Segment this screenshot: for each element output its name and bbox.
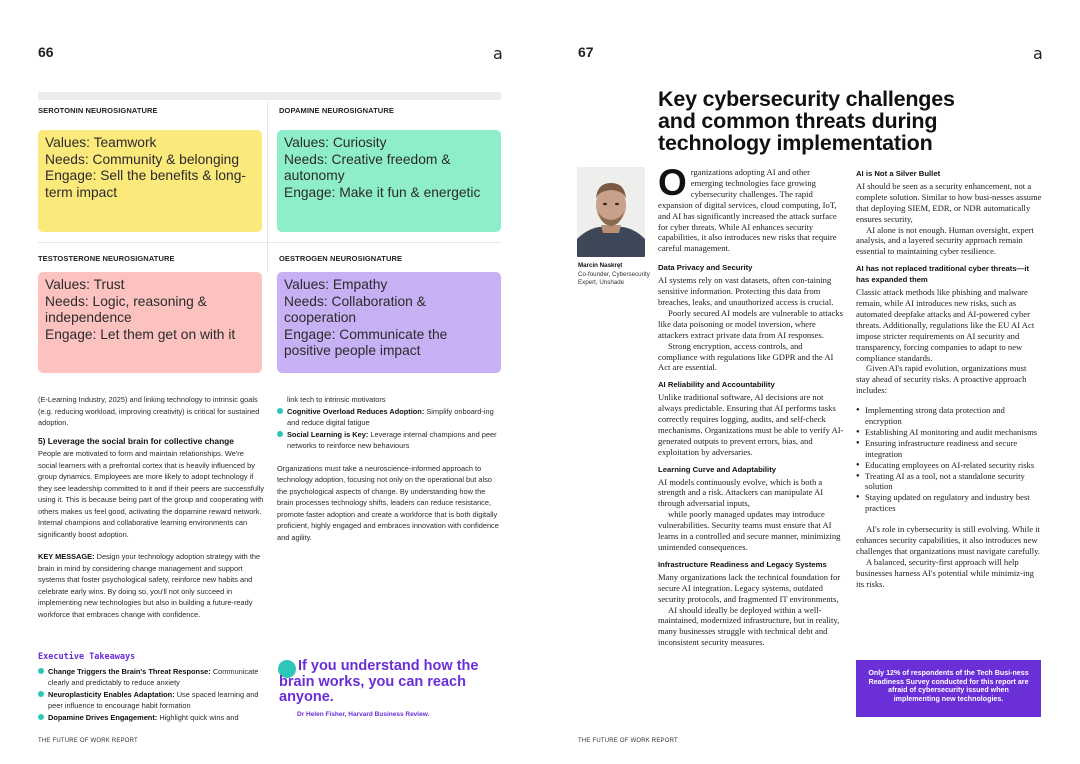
card-line: Values: Empathy: [284, 277, 388, 292]
quadrant-label-serotonin: SEROTONIN NEUROSIGNATURE: [38, 106, 158, 115]
takeaway-item: [277, 406, 503, 429]
pull-quote: If you understand how the brain works, you can reach anyone.: [279, 658, 479, 705]
bullet-dot-icon: [38, 668, 44, 674]
takeaway-item: [38, 689, 264, 712]
drop-cap: O: [658, 162, 687, 203]
page-footer: THE FUTURE OF WORK REPORT: [578, 738, 678, 744]
card-line: Values: Trust: [45, 277, 125, 292]
takeaway-bold: Cognitive Overload Reduces Adoption:: [287, 406, 425, 416]
section-heading: Infrastructure Readiness and Legacy Systems: [658, 559, 827, 569]
closing-paragraph: AI's role in cybersecurity is still evolving. While it enhances security capabilities, it also introduces new challenges that organizations must navigate carefully.: [856, 524, 1040, 556]
approach-list: [856, 405, 1042, 514]
section-paragraph: Many organizations lack the technical foundation for secure AI integration. Legacy systems, outdated security protocols, and fragmented IT environments,: [658, 571, 841, 604]
section-heading: AI has not replaced traditional cyber threats—it has expanded them: [856, 264, 1030, 285]
quadrant-label-oestrogen: OESTROGEN NEUROSIGNATURE: [279, 254, 403, 263]
list-item: ● Implementing strong data protection and encryption: [856, 405, 1042, 427]
section-paragraph: Given AI's rapid evolution, organizations must stay ahead of security risks. A proactive approach includes:: [856, 363, 1027, 396]
page-number: 67: [578, 44, 594, 60]
page-footer: THE FUTURE OF WORK REPORT: [38, 738, 138, 744]
takeaway-text: Leverage internal champions and peer networks to reinforce new behaviours: [287, 429, 497, 450]
section-heading: Learning Curve and Adaptability: [658, 464, 777, 474]
takeaway-item: [38, 666, 264, 689]
section-paragraph: AI should be seen as a security enhancement, not a complete solution. Similar to how busi-nesses assume that deploying SIEM, EDR, or NDR automatically ensures security,: [856, 180, 1042, 224]
takeaway-text: Highlight quick wins and: [159, 712, 239, 722]
closing-paragraph: Organizations must take a neuroscience-informed approach to technology adoption, focusing not only on the operational but also the psychological aspects of change. By understanding how the brain processes technology shifts, leaders can reduce resistance, promote faster adoption and create a workforce that is both digitally proficient, highly engaged and embraces innovation with confidence and agility.: [277, 463, 499, 542]
quote-source: Dr Helen Fisher, Harvard Business Review.: [297, 711, 430, 718]
takeaway-bold: Social Learning is Key:: [287, 429, 369, 439]
card-line: Needs: Community & belonging: [45, 151, 240, 167]
section-paragraph: Poorly secured AI models are vulnerable to attacks like data poisoning or model inversion, where attackers extract private data from AI responses.: [658, 307, 843, 340]
author-portrait-icon: [577, 167, 645, 257]
article-column-1: [658, 162, 844, 648]
card-line: Engage: Sell the benefits & long-term impact: [45, 168, 246, 200]
card-line: Engage: Make it fun & energetic: [284, 184, 481, 200]
executive-takeaways-title: Executive Takeaways: [38, 652, 136, 662]
section-heading: Data Privacy and Security: [658, 263, 753, 273]
key-message-paragraph: [38, 551, 264, 620]
list-item: ● Staying updated on regulatory and industry best practices: [856, 492, 1042, 514]
takeaway-continuation: link tech to intrinsic motivators: [287, 395, 386, 404]
list-item: ● Treating AI as a tool, not a standalone security solution: [856, 471, 1042, 493]
bullet-dot-icon: [277, 431, 283, 437]
quadrant-label-dopamine: DOPAMINE NEUROSIGNATURE: [279, 106, 394, 115]
takeaway-bold: Dopamine Drives Engagement:: [48, 712, 158, 722]
takeaway-bold: Neuroplasticity Enables Adaptation:: [48, 689, 175, 699]
section-paragraph: AI alone is not enough. Human oversight, expert analysis, and a layered security approach remain essential to maintaining cyber resilience.: [856, 224, 1034, 257]
card-testosterone: [38, 272, 262, 373]
key-message-label: KEY MESSAGE:: [38, 552, 95, 561]
takeaway-text: Simplify onboard-ing and reduce digital fatigue: [287, 406, 494, 427]
section-paragraph: while poorly managed updates may introduce vulnerabilities. Security teams must ensure that AI learns in a controlled and secure manner, minimizing unintended consequences.: [658, 509, 841, 552]
left-text-column: [38, 394, 264, 620]
intro-text: rganizations adopting AI and other emerging technologies face growing cybersecurity challenges. The rapid expansion of digital services, cloud computing, IoT, and AI has significantly increased the attack surface for cyber threats. While AI enhances security capabilities, it also introduces new risks that require careful management.: [658, 167, 837, 254]
list-item: ● Establishing AI monitoring and audit mechanisms: [856, 427, 1042, 438]
right-page: [540, 0, 1080, 764]
key-message-text: Design your technology adoption strategy with the brain in mind by considering change management and support systems that foster psychological safety, reinforce new habits and celebrate early wins. By doing so, you'll not only succeed in implementing new technologies but also in building a future-ready workforce that embraces change with confidence.: [38, 552, 261, 619]
card-dopamine: [277, 130, 501, 232]
article-column-2: [856, 169, 1042, 590]
logo-icon: a: [1033, 44, 1043, 63]
quadrant-divider-vertical: [267, 102, 268, 272]
stat-callout: Only 12% of respondents of the Tech Busi-ness Readiness Survey conducted for this report are afraid of cybersecurity issued when implementing new technologies.: [856, 660, 1041, 717]
takeaway-text: Use spaced learning and peer influence to encourage habit formation: [48, 689, 259, 710]
section-paragraph: AI should ideally be deployed within a well-maintained, modernized infrastructure, but in reality, many businesses struggle with technical debt and inconsistent security measures.: [658, 604, 840, 648]
section-paragraph: Strong encryption, access controls, and compliance with regulations like GDPR and the AI Act are essential.: [658, 340, 834, 373]
bullet-dot-icon: [277, 408, 283, 414]
takeaway-item: [38, 712, 264, 724]
page-number: 66: [38, 44, 54, 60]
takeaway-text: Communicate clearly and predictably to reduce anxiety: [48, 666, 259, 687]
section-paragraph: AI systems rely on vast datasets, often con-taining sensitive information. Protecting this data from breaches, leaks, and unauthorized access is crucial.: [658, 275, 834, 307]
author-photo: [577, 167, 645, 257]
quadrant-top-bar: [38, 92, 501, 100]
section5-heading: 5) Leverage the social brain for collective change: [38, 435, 234, 446]
section-paragraph: Classic attack methods like phishing and malware remain, while AI introduces new risks, such as automated deepfake attacks and AI-powered cyber threats. Additionally, regulations like the EU AI Act impose stricter requirements on AI security and transparency, forcing companies to adapt to new compliance standards.: [856, 287, 1035, 363]
section-paragraph: Unlike traditional software, AI decisions are not always predictable. Ensuring that AI performs tasks correctly requires logging, audits, and self-check mechanisms. Organizations must be able to verify AI-generated outputs to prevent errors, bias, and exploitation by adversaries.: [658, 392, 844, 457]
author-info: [578, 262, 653, 288]
card-line: Values: Curiosity: [284, 135, 387, 150]
section-heading: AI Reliability and Accountability: [658, 380, 775, 390]
executive-takeaways: [38, 652, 264, 723]
card-oestrogen: [277, 272, 501, 373]
article-title: Key cybersecurity challenges and common threats during technology implementation: [658, 87, 955, 155]
list-item: ● Educating employees on AI-related security risks: [856, 460, 1042, 471]
author-role: Co-founder, Cybersecurity Expert, Unshade: [578, 270, 650, 287]
section-paragraph: AI models continuously evolve, which is both a strength and a risk. Attackers can manipulate AI through adversarial inputs,: [658, 476, 824, 509]
card-serotonin: [38, 130, 262, 232]
quadrant-divider-horizontal: [38, 242, 501, 243]
right-text-column: [277, 394, 503, 543]
card-line: Engage: Let them get on with it: [45, 326, 236, 342]
card-line: Needs: Logic, reasoning & independence: [45, 293, 207, 326]
section5-paragraph: People are motivated to form and maintain relationships. We're social learners with a prefrontal cortex that is heavily influenced by group dynamics. Employees are more likely to adopt technology if they see leadership committed to it and if their peers are successfully using it. This is because being part of the group and cooperating with others makes us feel good, activating the dopamine reward network. Internal champions and collaborative learning environments can significantly boost adoption.: [38, 449, 264, 539]
quadrant-label-testosterone: TESTOSTERONE NEUROSIGNATURE: [38, 254, 175, 263]
list-item: ● Ensuring infrastructure readiness and secure integration: [856, 438, 1042, 460]
takeaway-item: [277, 429, 503, 452]
bullet-dot-icon: [38, 714, 44, 720]
takeaway-bold: Change Triggers the Brain's Threat Response:: [48, 666, 211, 676]
intro-paragraph: [658, 162, 844, 254]
section-heading: AI is Not a Silver Bullet: [856, 169, 941, 178]
logo-icon: a: [493, 44, 503, 63]
intro-paragraph: (E-Learning Industry, 2025) and linking technology to intrinsic goals (e.g. reducing workload, improving creativity) is critical for sustained adoption.: [38, 395, 260, 427]
card-line: Engage: Communicate the positive people impact: [284, 326, 448, 359]
bullet-dot-icon: [38, 691, 44, 697]
card-line: Values: Teamwork: [45, 135, 157, 150]
card-line: Needs: Collaboration & cooperation: [284, 293, 426, 326]
author-name: Marcin Naskręt: [578, 262, 623, 269]
closing-paragraph: A balanced, security-first approach will help businesses harness AI's potential while minimiz-ing its risks.: [856, 556, 1034, 589]
card-line: Needs: Creative freedom & autonomy: [284, 151, 451, 184]
